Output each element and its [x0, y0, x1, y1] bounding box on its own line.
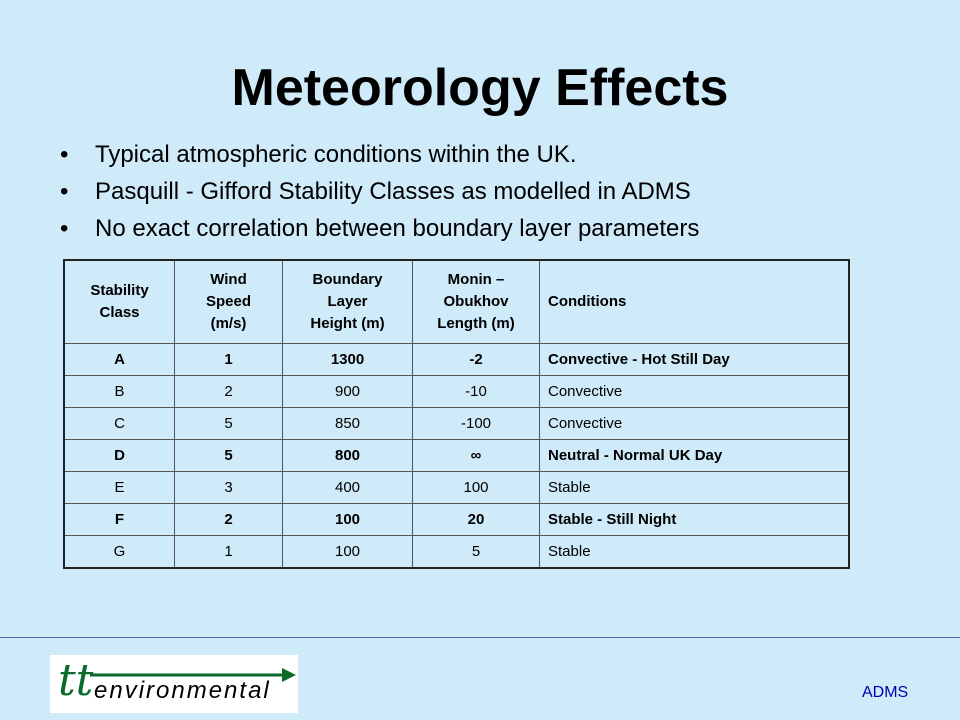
bullet-text: Typical atmospheric conditions within the UK.: [95, 141, 577, 168]
cell-conditions: Stable: [540, 536, 850, 569]
header-boundary-layer: [283, 260, 413, 344]
header-line: Stability: [90, 282, 149, 299]
header-wind-speed: [175, 260, 283, 344]
cell-boundary-height: 400: [283, 472, 413, 504]
header-line: Layer: [327, 293, 368, 310]
cell-stability-class: F: [64, 504, 175, 536]
footer-label: ADMS: [862, 684, 909, 701]
cell-wind-speed: 1: [175, 344, 283, 376]
table-header-row: [64, 260, 849, 344]
table-row: [64, 472, 849, 504]
header-line: Length (m): [437, 315, 515, 332]
header-monin-obukhov: [413, 260, 540, 344]
cell-conditions: Convective: [540, 408, 850, 440]
cell-boundary-height: 1300: [283, 344, 413, 376]
bullet-item: [60, 173, 699, 210]
header-line: Wind: [210, 271, 247, 288]
header-line: Monin –: [447, 271, 505, 288]
cell-wind-speed: 2: [175, 504, 283, 536]
slide-title: Meteorology Effects: [231, 59, 729, 117]
header-line: Obukhov: [443, 293, 509, 310]
bullet-dot: •: [60, 141, 69, 168]
cell-boundary-height: 800: [283, 440, 413, 472]
cell-monin-length: -100: [413, 408, 540, 440]
bullet-dot: •: [60, 178, 69, 205]
cell-boundary-height: 100: [283, 536, 413, 569]
cell-wind-speed: 3: [175, 472, 283, 504]
bullet-list: [60, 136, 699, 247]
table-row: [64, 504, 849, 536]
logo-word: environmental: [94, 677, 271, 704]
cell-stability-class: A: [64, 344, 175, 376]
cell-conditions: Neutral - Normal UK Day: [540, 440, 850, 472]
table-row: [64, 408, 849, 440]
bullet-text: Pasquill - Gifford Stability Classes as modelled in ADMS: [95, 178, 691, 205]
bullet-item: [60, 210, 699, 247]
header-line: Boundary: [312, 271, 383, 288]
cell-conditions: Convective - Hot Still Day: [540, 344, 850, 376]
cell-boundary-height: 850: [283, 408, 413, 440]
header-line: Speed: [205, 293, 251, 310]
cell-monin-length: -2: [413, 344, 540, 376]
table-row: [64, 536, 849, 569]
cell-monin-length: -10: [413, 376, 540, 408]
bullet-dot: •: [60, 215, 69, 242]
bullet-item: [60, 136, 699, 173]
header-stability-class: [64, 260, 175, 344]
cell-wind-speed: 5: [175, 440, 283, 472]
cell-conditions: Stable - Still Night: [540, 504, 850, 536]
cell-boundary-height: 100: [283, 504, 413, 536]
cell-wind-speed: 5: [175, 408, 283, 440]
header-line: Class: [99, 304, 140, 321]
header-line: Height (m): [310, 315, 385, 332]
cell-stability-class: B: [64, 376, 175, 408]
stability-table: [63, 259, 850, 569]
cell-monin-length: 100: [413, 472, 540, 504]
cell-stability-class: C: [64, 408, 175, 440]
table-row: [64, 344, 849, 376]
tt-environmental-logo: [50, 655, 298, 713]
cell-wind-speed: 2: [175, 376, 283, 408]
cell-wind-speed: 1: [175, 536, 283, 569]
footer-divider: [0, 637, 960, 638]
table-row: [64, 376, 849, 408]
header-conditions: Conditions: [540, 260, 850, 344]
table-body: [64, 344, 849, 569]
cell-monin-length: ∞: [413, 440, 540, 472]
logo-tt: tt: [58, 655, 94, 706]
cell-monin-length: 5: [413, 536, 540, 569]
table-row: [64, 440, 849, 472]
cell-stability-class: G: [64, 536, 175, 569]
header-line: (m/s): [210, 315, 247, 332]
cell-monin-length: 20: [413, 504, 540, 536]
cell-conditions: Stable: [540, 472, 850, 504]
cell-boundary-height: 900: [283, 376, 413, 408]
bullet-text: No exact correlation between boundary layer parameters: [95, 215, 700, 242]
cell-stability-class: D: [64, 440, 175, 472]
cell-stability-class: E: [64, 472, 175, 504]
cell-conditions: Convective: [540, 376, 850, 408]
